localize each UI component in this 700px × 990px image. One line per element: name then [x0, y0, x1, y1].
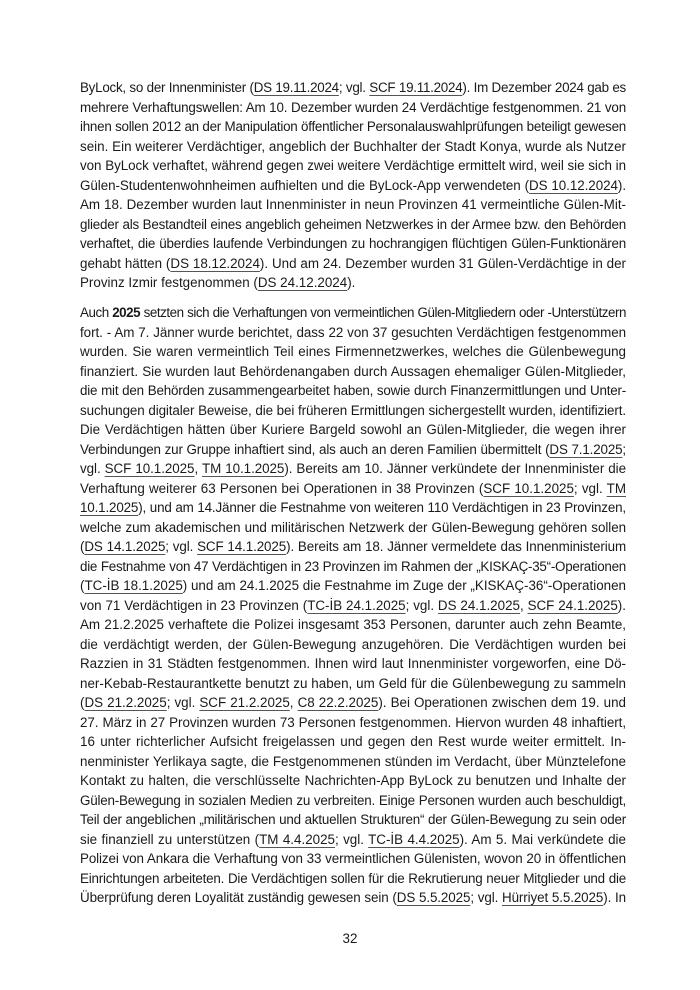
text-segment: finanziert. Sie wurden laut Behördenangaben durch Aussagen ehemaliger Gülen-Mitglieder,: [80, 363, 626, 379]
text-segment: ; vgl.: [165, 539, 198, 554]
source-reference-link[interactable]: TM 4.4.2025: [259, 831, 335, 847]
text-segment: ).: [347, 275, 356, 290]
text-line: [80, 791, 626, 811]
text-segment: die verdächtigt werden, der Gülen-Bewegung anzugehören. Die Verdächtigen wurden bei: [80, 636, 626, 652]
text-segment: die mit den Behörden zusammengearbeitet haben, sowie durch Finanzermittlungen und Unter-: [80, 383, 626, 398]
text-segment: fort. - Am 7. Jänner wurde berichtet, dass 22 von 37 gesuchten Verdächtigen festgenommen: [80, 324, 626, 340]
page-number: 32: [342, 931, 358, 946]
text-line: [80, 440, 626, 460]
text-segment: Verbindungen zur Gruppe inhaftiert sind, als auch an deren Familien übermittelt (: [80, 441, 550, 457]
text-segment: (: [80, 578, 85, 593]
text-segment: ner-Kebab-Restaurantkette benutzt zu haben, um Geld für die Gülenbewegung zu sammeln: [80, 675, 626, 691]
text-segment: verhaftet, die überdies laufende Verbindungen zu hochrangigen flüchtigen Gülen-Funktionären: [80, 236, 626, 251]
text-segment: ). Bei Operationen zwischen dem 19. und: [378, 695, 626, 710]
text-line: [80, 176, 626, 196]
text-segment: Kontakt zu halten, die verschlüsselte Nachrichten-App ByLock zu benutzen und Inhalte der: [80, 773, 626, 788]
text-segment: Gülen-Bewegung in sozialen Medien zu verbreiten. Einige Personen wurden auch beschuldigt,: [80, 792, 626, 808]
text-segment: 16 unter richterlicher Aufsicht freigelassen und gegen den Rest wurde weiter ermittelt. In-: [80, 734, 626, 749]
source-reference-link[interactable]: DS 19.11.2024: [253, 80, 339, 95]
text-segment: ,: [289, 695, 298, 710]
source-reference-link[interactable]: DS 18.12.2024: [170, 255, 260, 271]
text-line: [80, 693, 626, 713]
source-reference-link[interactable]: DS 14.1.2025: [84, 539, 166, 554]
text-line: [80, 557, 626, 577]
text-line: [80, 420, 626, 440]
text-segment: mehrere Verhaftungswellen: Am 10. Dezember wurden 24 Verdächtige festgenommen. 21 von: [80, 99, 626, 115]
text-line: [80, 869, 626, 889]
text-line: [80, 654, 626, 674]
text-segment: Verhaftung weiterer 63 Personen bei Operationen in 38 Provinzen (: [80, 480, 484, 496]
text-segment: setzten sich die Verhaftungen von vermeintlichen Gülen-Mitgliedern oder -Unterstützern: [140, 305, 626, 320]
source-reference-link[interactable]: SCF 19.11.2024: [369, 80, 463, 95]
text-line: [80, 254, 626, 274]
text-segment: die Festnahme von 47 Verdächtigen in 23 Provinzen im Rahmen der „KISKAÇ-35“-Operationen: [80, 558, 626, 574]
text-segment: ).: [617, 177, 626, 193]
text-line: [80, 156, 626, 176]
text-segment: Provinz Izmir festgenommen (: [80, 275, 258, 290]
text-line: [80, 596, 626, 616]
text-segment: ,: [194, 461, 202, 476]
source-reference-link[interactable]: SCF 10.1.2025: [104, 461, 195, 476]
text-line: [80, 459, 626, 479]
text-segment: Die Verdächtigen hätten über Kuriere Bargeld sowohl an Gülen-Mitglieder, die wegen ihrer: [80, 422, 626, 437]
source-reference-link[interactable]: 10.1.2025: [80, 500, 139, 515]
text-segment: ; vgl.: [573, 480, 607, 496]
text-segment: Polizei von Ankara die Verhaftung von 33 vermeintlichen Gülenisten, wovon 20 in öffentlichen: [80, 851, 626, 866]
text-line: [80, 401, 626, 421]
source-reference-link[interactable]: SCF 10.1.2025: [483, 480, 574, 496]
text-segment: ;: [622, 441, 626, 457]
text-line: [80, 576, 626, 596]
text-line: [80, 615, 626, 635]
source-reference-link[interactable]: TC-İB 24.1.2025: [307, 597, 406, 613]
text-segment: suchungen digitaler Beweise, die bei früheren Ermittlungen sichergestellt wurden, identifiziert.: [80, 402, 626, 418]
source-reference-link[interactable]: SCF 21.2.2025: [199, 695, 290, 710]
text-line: [80, 518, 626, 538]
text-segment: Am 21.2.2025 verhaftete die Polizei insgesamt 353 Personen, darunter auch zehn Beamte,: [80, 617, 626, 632]
text-line: [80, 674, 626, 694]
source-reference-link[interactable]: C8 22.2.2025: [297, 695, 379, 710]
text-segment: von 71 Verdächtigen in 23 Provinzen (: [80, 597, 308, 613]
text-line: [80, 830, 626, 850]
text-segment: 27. März in 27 Provinzen wurden 73 Personen festgenommen. Hiervon wurden 48 inhaftiert,: [80, 714, 626, 730]
text-segment: ; vgl.: [334, 831, 369, 847]
text-segment: Einrichtungen arbeiteten. Die Verdächtigen sollen für die Rekrutierung neuer Mitglieder und die: [80, 870, 626, 886]
text-segment: ). Und am 24. Dezember wurden 31 Gülen-Verdächtige in der: [259, 255, 627, 271]
source-reference-link[interactable]: DS 5.5.2025: [396, 890, 471, 905]
text-line: [80, 323, 626, 343]
source-reference-link[interactable]: TM: [606, 480, 626, 496]
text-segment: ) und am 24.1.2025 die Festnahme im Zuge der „KISKAÇ-36“-Operationen: [182, 578, 626, 593]
source-reference-link[interactable]: DS 10.12.2024: [528, 177, 618, 193]
text-line: [80, 195, 626, 215]
text-segment: Gülen-Studentenwohnheimen aufhielten und die ByLock-App verwendeten (: [80, 177, 529, 193]
paragraph: [80, 78, 626, 293]
text-segment: welche zum akademischen und militärischen Netzwerk der Gülen-Bewegung gehören sollen: [80, 519, 626, 535]
text-segment: ). Am 5. Mai verkündete die: [459, 831, 626, 847]
text-segment: ; vgl.: [405, 597, 438, 613]
text-segment: Teil der angeblichen „militärischen und aktuellen Strukturen“ der Gülen-Bewegung zu sein oder: [80, 812, 626, 827]
text-line: [80, 381, 626, 401]
text-segment: (: [80, 695, 85, 710]
source-reference-link[interactable]: TC-İB 4.4.2025: [368, 831, 460, 847]
text-segment: ,: [519, 597, 528, 613]
text-segment: ; vgl.: [338, 80, 370, 95]
text-line: [80, 98, 626, 118]
bold-text: 2025: [112, 305, 141, 320]
document-body: [80, 78, 626, 918]
text-line: [80, 498, 626, 518]
text-segment: (: [80, 539, 85, 554]
source-reference-link[interactable]: DS 21.2.2025: [84, 695, 167, 710]
text-line: [80, 771, 626, 791]
source-reference-link[interactable]: SCF 14.1.2025: [197, 539, 287, 554]
text-segment: nenminister Yerlikaya sagte, die Festgenommenen stünden im Verdacht, über Münztelefone: [80, 753, 626, 769]
text-line: [80, 849, 626, 869]
text-line: [80, 810, 626, 830]
source-reference-link[interactable]: Hürriyet 5.5.2025: [502, 890, 604, 905]
text-line: [80, 117, 626, 137]
text-segment: von ByLock verhaftet, während gegen zwei weitere Verdächtige ermittelt wird, weil sie sich in: [80, 158, 626, 173]
text-segment: vgl.: [80, 461, 105, 476]
text-line: [80, 215, 626, 235]
text-segment: ; vgl.: [166, 695, 200, 710]
text-line: [80, 234, 626, 254]
text-line: [80, 888, 626, 908]
source-reference-link[interactable]: SCF 24.1.2025: [527, 597, 618, 613]
text-segment: Am 18. Dezember wurden laut Innenminister in neun Provinzen 41 vermeintliche Gülen-Mit-: [80, 197, 626, 212]
text-segment: sie finanziell zu unterstützen (: [80, 831, 260, 847]
text-line: [80, 713, 626, 733]
text-line: [80, 342, 626, 362]
text-line: [80, 362, 626, 382]
source-reference-link[interactable]: TC-İB 18.1.2025: [84, 578, 183, 593]
text-segment: Überprüfung deren Loyalität zuständig gewesen sein (: [80, 890, 397, 905]
text-segment: ). Bereits am 18. Jänner vermeldete das Innenministerium: [286, 539, 626, 554]
text-line: [80, 479, 626, 499]
text-line: [80, 78, 626, 98]
text-segment: sein. Ein weiterer Verdächtiger, angeblich der Buchhalter der Stadt Konya, wurde als Nutzer: [80, 138, 626, 154]
source-reference-link[interactable]: DS 7.1.2025: [549, 441, 623, 457]
text-line: [80, 635, 626, 655]
text-segment: Auch: [80, 305, 113, 320]
text-line: [80, 732, 626, 752]
text-line: [80, 303, 626, 323]
text-line: [80, 752, 626, 772]
text-segment: glieder als Bestandteil eines angeblich geheimen Netzwerkes in der Armee bzw. den Behörden: [80, 216, 626, 232]
text-segment: gehabt hätten (: [80, 255, 171, 271]
text-segment: ByLock, so der Innenminister (: [80, 80, 254, 95]
text-segment: ; vgl.: [470, 890, 503, 905]
text-segment: ). In: [603, 890, 626, 905]
text-segment: ). Im Dezember 2024 gab es: [462, 80, 627, 95]
text-line: [80, 273, 626, 293]
source-reference-link[interactable]: DS 24.12.2024: [257, 275, 348, 290]
source-reference-link[interactable]: TM 10.1.2025: [201, 461, 285, 476]
text-segment: wurden. Sie waren vermeintlich Teil eines Firmennetzwerkes, welches die Gülenbewegung: [80, 344, 626, 359]
text-segment: Razzien in 31 Städten festgenommen. Ihnen wird laut Innenminister vorgeworfen, eine Dö-: [80, 656, 626, 671]
text-segment: ). Bereits am 10. Jänner verkündete der Innenminister die: [284, 461, 626, 476]
text-line: [80, 137, 626, 157]
text-segment: ).: [617, 597, 626, 613]
text-segment: ihnen sollen 2012 an der Manipulation öffentlicher Personalauswahlprüfungen beteiligt gewesen: [80, 119, 626, 134]
text-segment: ), und am 14.Jänner die Festnahme von weiteren 110 Verdächtigen in 23 Provinzen,: [138, 500, 626, 515]
text-line: [80, 537, 626, 557]
paragraph: [80, 303, 626, 908]
source-reference-link[interactable]: DS 24.1.2025: [437, 597, 520, 613]
